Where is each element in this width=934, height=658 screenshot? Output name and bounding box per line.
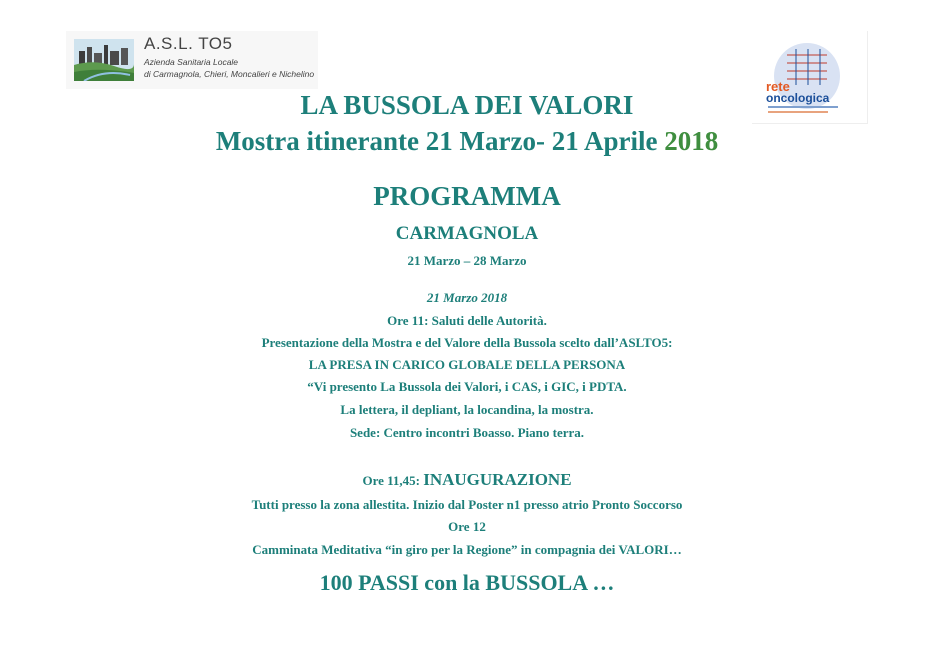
closing-line: 100 PASSI con la BUSSOLA …	[319, 570, 615, 595]
landscape-icon	[74, 39, 134, 81]
subtitle-text: Mostra itinerante 21 Marzo- 21 Aprile	[215, 126, 665, 156]
page-title: LA BUSSOLA DEI VALORI	[300, 90, 634, 120]
asl-logo-subtitle: Azienda Sanitaria Locale	[144, 57, 239, 67]
program-line-5: La lettera, il depliant, la locandina, la mostra.	[340, 402, 594, 417]
inauguration-time: Ore 11,45:	[362, 473, 424, 488]
asl-logo	[66, 31, 318, 89]
program-line-1: Ore 11: Saluti delle Autorità.	[387, 313, 547, 328]
program-line-7: Tutti presso la zona allestita. Inizio dal Poster n1 presso atrio Pronto Soccorso	[251, 497, 683, 512]
subtitle-year: 2018	[664, 126, 719, 156]
inauguration-line	[0, 470, 934, 490]
program-line-8: Ore 12	[448, 519, 486, 534]
program-line-9: Camminata Meditativa “in giro per la Regione” in compagnia dei VALORI…	[252, 542, 682, 557]
program-line-3: LA PRESA IN CARICO GLOBALE DELLA PERSONA	[308, 357, 626, 372]
program-line-4: “Vi presento La Bussola dei Valori, i CAS, i GIC, i PDTA.	[307, 379, 627, 394]
page-subtitle	[0, 126, 934, 157]
program-line-6: Sede: Centro incontri Boasso. Piano terra.	[349, 425, 585, 440]
program-line-2: Presentazione della Mostra e del Valore della Bussola scelto dall’ASLTO5:	[261, 335, 673, 350]
asl-logo-subtitle-2: di Carmagnola, Chieri, Moncalieri e Nichelino	[144, 69, 315, 79]
asl-logo-name: A.S.L. TO5	[144, 34, 233, 53]
rete-logo-word: rete	[766, 79, 790, 94]
oncologica-logo-word: oncologica	[766, 91, 830, 105]
program-heading: PROGRAMMA	[373, 181, 561, 211]
date-range: 21 Marzo – 28 Marzo	[407, 253, 527, 268]
event-day: 21 Marzo 2018	[426, 290, 508, 305]
city-name: CARMAGNOLA	[395, 223, 539, 244]
inauguration-label: INAUGURAZIONE	[423, 470, 572, 489]
